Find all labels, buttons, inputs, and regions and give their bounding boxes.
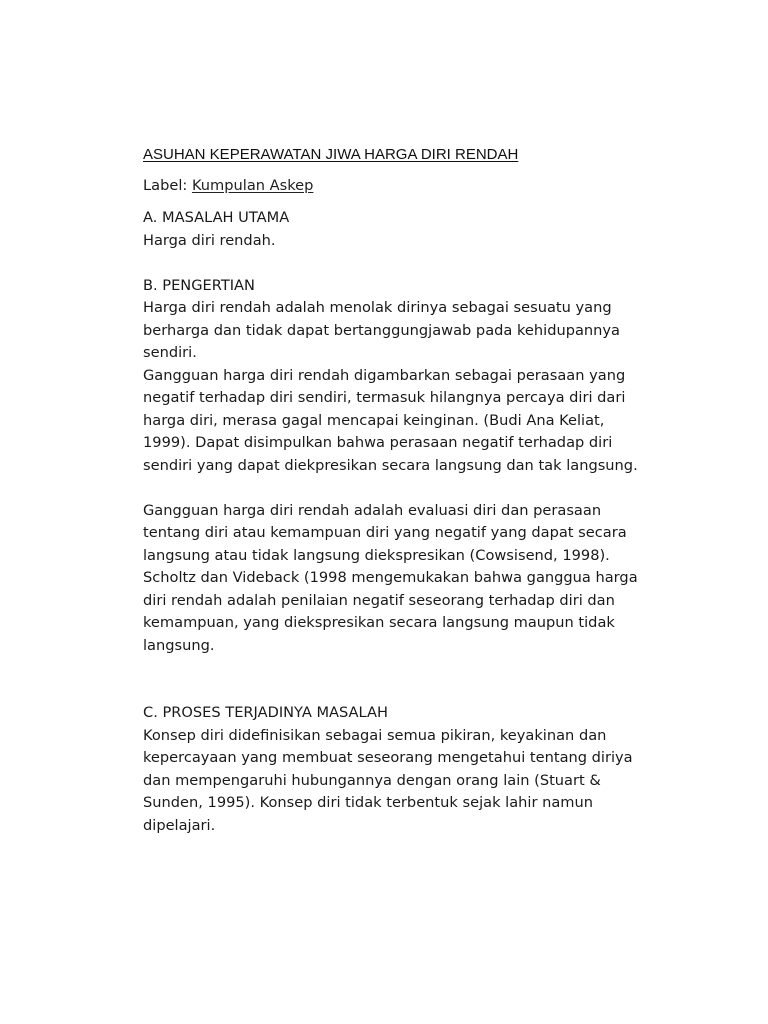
section-c xyxy=(143,702,703,837)
section-b-paragraph-1: Harga diri rendah adalah menolak dirinya sebagai sesuatu yang berharga dan tidak dapat bertanggungjawab pada kehidupannya sendiri. xyxy=(143,299,620,361)
section-b-paragraph-3: Gangguan harga diri rendah adalah evaluasi diri dan perasaan tentang diri atau kemampuan diri yang negatif yang dapat secara langsung atau tidak langsung diekspresikan (Cowsisend, 1998). Scholtz dan Videback (1998 mengemukakan bahwa ganggua harga diri rendah adalah penilaian negatif seseorang terhadap diri dan kemampuan, yang diekspresikan secara langsung maupun tidak langsung. xyxy=(143,501,638,654)
document-title: ASUHAN KEPERAWATAN JIWA HARGA DIRI RENDAH xyxy=(143,146,519,163)
section-c-heading: C. PROSES TERJADINYA MASALAH xyxy=(143,704,388,721)
section-a-body: Harga diri rendah. xyxy=(143,231,276,249)
section-b-paragraph-2: Gangguan harga diri rendah digambarkan sebagai perasaan yang negatif terhadap diri sendiri, termasuk hilangnya percaya diri dari harga diri, merasa gagal mencapai keinginan. (Budi Ana Keliat, 1999). Dapat disimpulkan bahwa perasaan negatif terhadap diri sendiri yang dapat diekpresikan secara langsung dan tak langsung. xyxy=(143,366,638,474)
document-page xyxy=(143,144,703,837)
section-a xyxy=(143,207,703,252)
section-c-paragraph-1: Konsep diri didefinisikan sebagai semua pikiran, keyakinan dan kepercayaan yang membuat seseorang mengetahui tentang diriya dan mempengaruhi hubungannya dengan orang lain (Stuart & Sunden, 1995). Konsep diri tidak terbentuk sejak lahir namun dipelajari. xyxy=(143,726,633,834)
label-prefix: Label: xyxy=(143,176,192,194)
label-link[interactable]: Kumpulan Askep xyxy=(191,176,314,194)
section-b xyxy=(143,275,703,658)
section-a-heading: A. MASALAH UTAMA xyxy=(143,209,290,226)
label-line xyxy=(143,175,703,198)
section-b-heading: B. PENGERTIAN xyxy=(143,276,255,294)
